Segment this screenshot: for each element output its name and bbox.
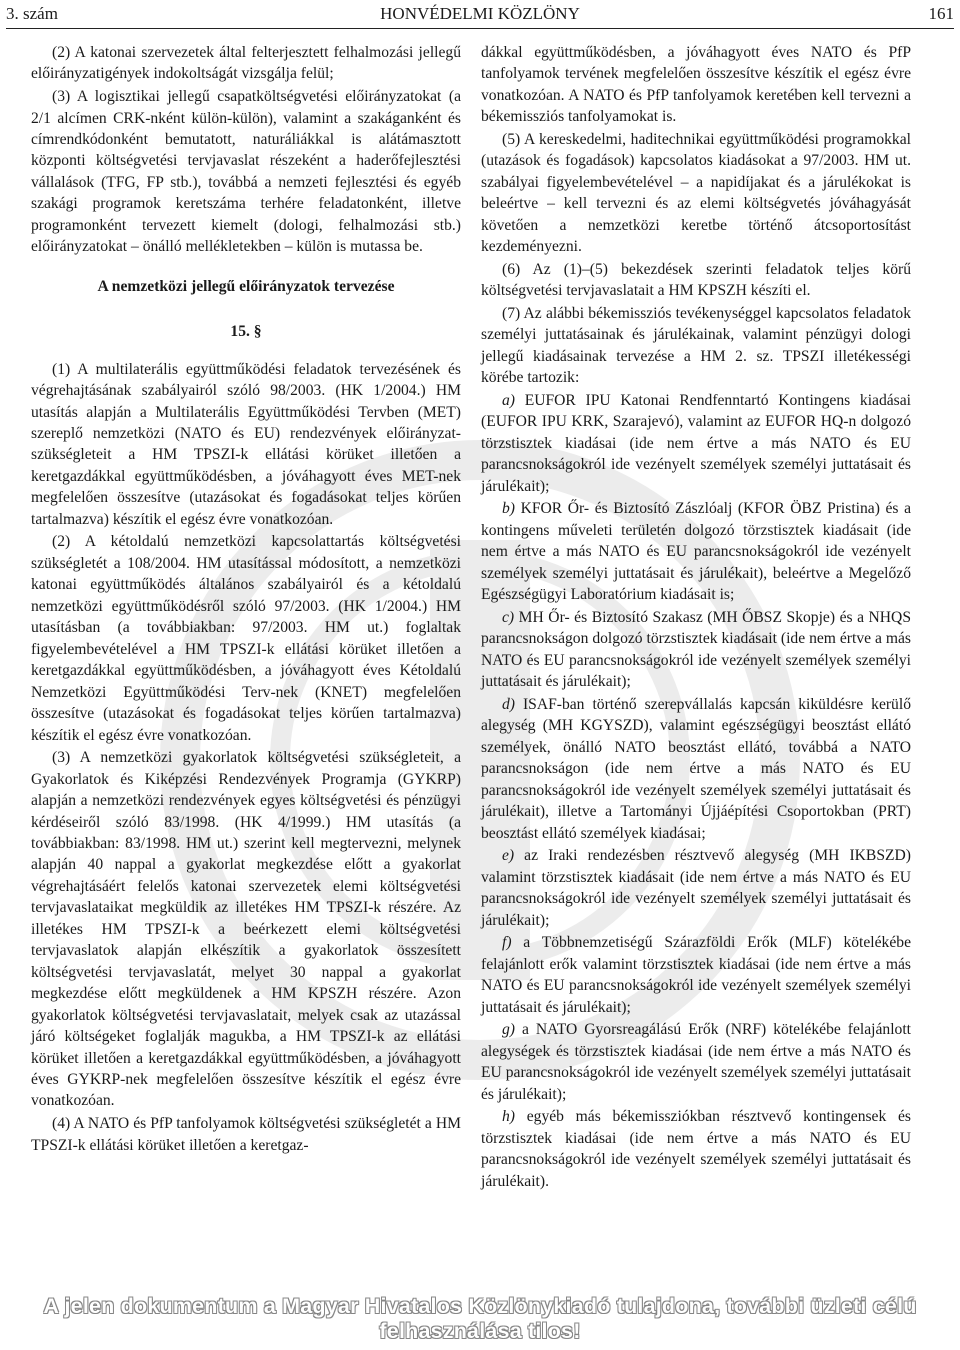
item-text: egyéb más békemissziókban résztvevő kontingensek és törzstisztek kiadásai (ide nem értve a más NATO és EU parancsnokságokról ide vezényelt személyek személyi juttatásait és járulékait). [481,1108,911,1190]
right-column [481,42,911,1193]
item-letter: g) [502,1021,515,1039]
item-letter: d) [502,695,515,713]
paragraph: (3) A logisztikai jellegű csapatköltségvetési előirányzatokat (a 2/1 alcímen CRK-nként külön-külön), valamint a szakáganként és címrendkódonként bemutatott, naturáliákkal is alátámasztott központi költségvetési tervjavaslat részeként a haderőfejlesztési vállalások (TFG, FP stb.), továbbá a nemzeti fejlesztési és egyéb szakági programok keretszáma terhére feladatonként, illetve programonként tervezett kiemelt (dologi, felhalmozási stb.) előirányzatokat – önálló mellékletekben – külön is mutassa be. [31,88,461,256]
paragraph: (2) A kétoldalú nemzetközi kapcsolattartás költségvetési szükségletét a 108/2004. HM utasítással módosított, a nemzetközi katonai együttműködés általános szabályairól és a kétoldalú nemzetközi együttműködésről szóló 97/2003. (HK 1/2004.) HM utasításban (a továbbiakban: 97/2003. HM ut.) foglaltak figyelembevételével a HM TPSZI-k ellátási körüket illetően a keretgazdákkal együttműködésben, a jóváhagyott éves Kétoldalú Nemzetközi Együttműködési Terv-nek (KNET) megfelelően összesítve (utazásokat és fogadásokat teljes körűen tartalmazva) készítik el egész évre vonatkozóan. [31,533,461,744]
item-text: a Többnemzetiségű Szárazföldi Erők (MLF) kötelékébe felajánlott erők valamint törzstisztek kiadásai (ide nem értve a más NATO és EU parancsnokságokról ide vezényelt személyek személyi juttatásait és járulékait); [481,934,911,1016]
item-letter: f) [502,934,512,952]
list-item [481,1106,911,1192]
page-header [6,2,954,28]
left-column [31,42,461,1157]
list-item [481,1019,911,1105]
list-item [481,390,911,497]
item-text: EUFOR IPU Katonai Rendfenntartó Kontingens kiadásai (EUFOR IPU KRK, Szarajevó), valamint az EUFOR HQ-n dolgozó törzstisztek kiadásai (ide nem értve a más NATO és EU parancsnokságokról ide vezényelt személyek személyi juttatásait és járulékait); [481,392,911,495]
issue-number: 3. szám [6,4,58,23]
journal-title: HONVÉDELMI KÖZLÖNY [380,4,580,23]
item-text: MH Őr- és Biztosító Szakasz (MH ŐBSZ Skopje) és a NHQS parancsnokságon dolgozó törzstisztek kiadásait (ide nem értve a más NATO és EU parancsnokságokról ide vezényelt személyek személyi juttatásait és járulékait); [481,608,911,691]
item-text: a NATO Gyorsreagálású Erők (NRF) kötelékébe felajánlott alegységek és törzstisztek kiadásai (ide nem értve a más NATO és EU parancsnokságokról ide vezényelt személyek személyi juttatásait és járulékait); [481,1021,911,1103]
item-letter: h) [502,1108,515,1126]
paragraph-number: 15. § [230,323,262,341]
paragraph: (3) A nemzetközi gyakorlatok költségvetési szükségleteit, a Gyakorlatok és Kiképzési Rendezvények Programja (GYKRP) alapján a nemzetközi rendezvények egyes költségvetési és pénzügyi kérdéseiről szóló 83/1998. (HK 4/1999.) HM utasítás (a továbbiakban: 83/1998. HM ut.) szerint kell megtervezni, melynek alapján 40 nappal a gyakorlat megkezdése előtt a gyakorlat végrehajtásáért felelős katonai szervezetek elemi költségvetési tervjavaslataikat megküldik az illetékes HM TPSZI-k részére. Az illetékes HM TPSZI-k a beérkezett elemi költségvetési tervjavaslatok alapján elkészítik a gyakorlatok összesített költségvetési tervjavaslatát, melyet 30 nappal a gyakorlat megkezdése előtt megküldenek a HM KPSZH részére. Azon gyakorlatok költségvetési tervjavaslatait, melyek csak az utazással járó költségeket foglalják magukba, a HM TPSZI-k az ellátási körüket illetően a keretgazdákkal együttműködésben, a jóváhagyott éves GYKRP-nek megfelelően összesítve készítik el egész évre vonatkozóan. [31,749,461,1110]
paragraph: (1) A multilaterális együttműködési feladatok tervezésének és végrehajtásának szabályairól szóló 98/2003. (HK 1/2004.) HM utasítás alapján a Multilaterális Együttműködési Tervben (MET) szereplő nemzetközi (NATO és EU) rendezvények előirányzat-szükségleteit a HM TPSZI-k ellátási körüket illetően a keretgazdákkal együttműködésben, a jóváhagyott éves MET-nek megfelelően összesítve (utazásokat és fogadásokat teljes körűen tartalmazva) készítik el egész évre vonatkozóan. [31,360,461,528]
paragraph: (4) A NATO és PfP tanfolyamok költségvetési szükségletét a HM TPSZI-k ellátási körüket illetően a keretgaz- [31,1115,461,1154]
item-letter: c) [502,608,515,626]
list-item [481,498,911,605]
paragraph: (6) Az (1)–(5) bekezdések szerinti feladatok teljes körű költségvetési tervjavaslatait a HM KPSZH készíti el. [481,260,911,300]
item-letter: b) [502,500,515,518]
section-title: A nemzetközi jellegű előirányzatok tervezése [97,277,395,295]
list-item [481,845,911,931]
item-letter: a) [502,392,515,409]
page-number: 161 [928,4,954,23]
item-text: ISAF-ban történő szerepvállalás kapcsán kiküldésre kerülő alegység (MH KGYSZD), valamint egészségügyi beosztást ellátó személyek, önálló NATO beosztást ellátó, továbbá a NATO parancsnokságon (ide nem értve a más NATO és EU parancsnokságokról ide vezényelt személyek személyi juttatásait és járulékait), illetve a Tartományi Újjáépítési Csoportokban (PRT) beosztást ellátó személyek kiadásai; [481,695,911,842]
item-text: KFOR Őr- és Biztosító Zászlóalj (KFOR ÖBZ Pristina) és a kontingens műveleti területén dolgozó törzstisztek kiadásait (ide nem értve a más NATO és EU parancsnokságokról ide vezényelt személyek személyi juttatásait és járulékait), beleértve a Megelőző Egészségügyi Laboratórium kiadásait is; [481,500,911,604]
list-item [481,932,911,1018]
item-letter: e) [502,847,515,865]
paragraph: (7) Az alábbi békemissziós tevékenységgel kapcsolatos feladatok személyi juttatásainak és járulékainak, valamint pénzügyi dologi jellegű kiadásainak tervezése a HM 2. sz. TPSZI illetékességi körébe tartozik: [481,305,911,387]
paragraph: (5) A kereskedelmi, haditechnikai együttműködési programokkal (utazások és fogadások) kapcsolatos kiadásokat a 97/2003. HM ut. szabályai figyelembevételével – a napidíjakat és a járulékokat is beleértve – kell tervezni és az elemi költségvetés jóváhagyását követően a nemzetközi keretbe történő átcsoportosítást kezdeményezni. [481,131,911,256]
list-item [481,694,911,844]
footer-watermark: A jelen dokumentum a Magyar Hivatalos Közlönykiadó tulajdona, további üzleti célú felhasználása tilos! [43,1294,917,1343]
item-text: az Iraki rendezésben résztvevő alegység (MH IKBSZD) valamint törzstisztek kiadásait (ide nem értve a más NATO és EU parancsnokságokról ide vezényelt személyek személyi juttatásait és járulékait); [481,847,911,929]
list-item [481,607,911,693]
paragraph-continued: dákkal együttműködésben, a jóváhagyott éves NATO és PfP tanfolyamok tervének megfelelően összesítve készítik el egész évre vonatkozóan. A NATO és PfP tanfolyamok keretében kell tervezni a békemissziós tanfolyamokat is. [481,44,911,126]
header-rule [6,28,954,29]
paragraph: (2) A katonai szervezetek által felterjesztett felhalmozási jellegű előirányzatigények indokoltságát vizsgálja felül; [31,44,461,83]
